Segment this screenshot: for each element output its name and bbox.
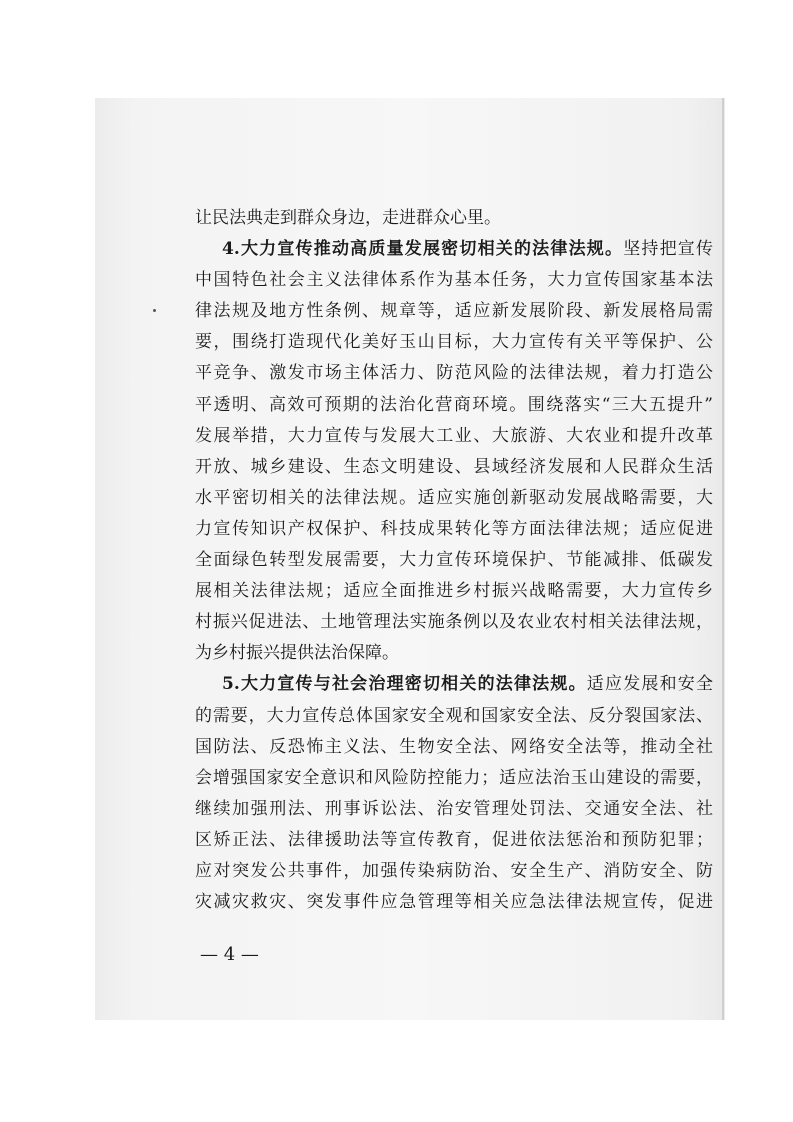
text-line: 展相关法律法规；适应全面推进乡村振兴战略需要，大力宣传乡 — [195, 581, 713, 602]
text-line: 村振兴促进法、土地管理法实施条例以及农业农村相关法律法规， — [195, 612, 713, 633]
scan-speck — [153, 309, 156, 312]
text-line: 区矫正法、法律援助法等宣传教育，促进依法惩治和预防犯罪； — [195, 829, 713, 850]
text-line: 中国特色社会主义法律体系作为基本任务，大力宣传国家基本法 — [195, 270, 713, 291]
text-line: 要，围绕打造现代化美好玉山目标，大力宣传有关平等保护、公 — [195, 332, 713, 353]
page-edge-shadow — [722, 98, 724, 1020]
text-line: 的需要，大力宣传总体国家安全观和国家安全法、反分裂国家法、 — [195, 705, 713, 726]
text-line: 平透明、高效可预期的法治化营商环境。围绕落实“三大五提升” — [195, 394, 713, 415]
text-line: 灾减灾救灾、突发事件应急管理等相关应急法律法规宣传，促进 — [195, 892, 713, 913]
text-line: 让民法典走到群众身边，走进群众心里。 — [195, 208, 501, 228]
text-line: 为乡村振兴提供法治保障。 — [195, 643, 399, 664]
text-line: 律法规及地方性条例、规章等，适应新发展阶段、新发展格局需 — [195, 301, 713, 322]
page-number: — 4 — — [200, 944, 259, 965]
paragraph-4-first-line — [195, 234, 713, 265]
text-line: 全面绿色转型发展需要，大力宣传环境保护、节能减排、低碳发 — [195, 550, 713, 571]
paragraph-4-heading: 4.大力宣传推动高质量发展密切相关的法律法规。 — [222, 239, 624, 260]
text-line: 发展举措，大力宣传与发展大工业、大旅游、大农业和提升改革 — [195, 425, 713, 446]
text-line: 水平密切相关的法律法规。适应实施创新驱动发展战略需要，大 — [195, 487, 713, 508]
text-line: 平竞争、激发市场主体活力、防范风险的法律法规，着力打造公 — [195, 363, 713, 384]
text-line: 力宣传知识产权保护、科技成果转化等方面法律法规；适应促进 — [195, 518, 713, 539]
body-text — [195, 203, 713, 918]
text-line: 继续加强刑法、刑事诉讼法、治安管理处罚法、交通安全法、社 — [195, 798, 713, 819]
paragraph-5-lead: 适应发展和安全 — [586, 674, 713, 695]
text-line: 会增强国家安全意识和风险防控能力；适应法治玉山建设的需要， — [195, 767, 713, 788]
text-line: 开放、城乡建设、生态文明建设、县域经济发展和人民群众生活 — [195, 456, 713, 477]
paragraph-5-heading: 5.大力宣传与社会治理密切相关的法律法规。 — [222, 674, 587, 695]
paragraph-5-first-line — [195, 669, 713, 700]
text-line: 国防法、反恐怖主义法、生物安全法、网络安全法等，推动全社 — [195, 736, 713, 757]
paragraph-4-lead: 坚持把宣传 — [623, 239, 713, 260]
text-line: 应对突发公共事件，加强传染病防治、安全生产、消防安全、防 — [195, 860, 713, 881]
